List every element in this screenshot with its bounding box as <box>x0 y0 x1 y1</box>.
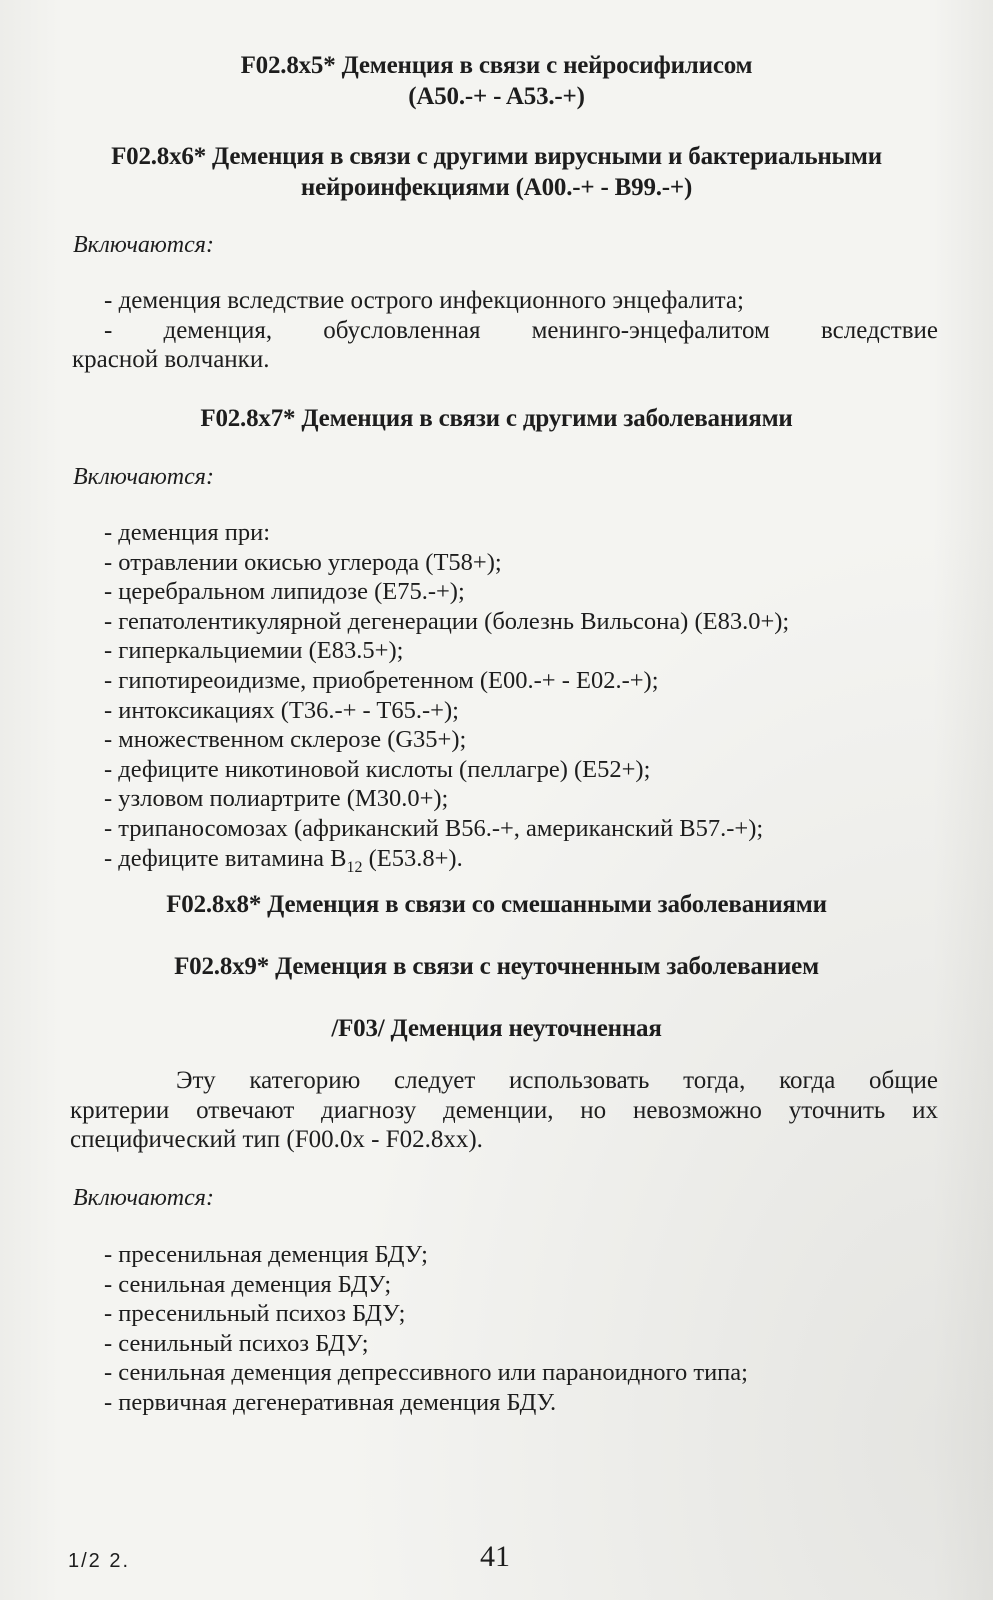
vitamin-prefix: - дефиците витамина B <box>104 844 347 872</box>
list-item: - гиперкальциемии (E83.5+); <box>104 637 404 665</box>
list-item: - множественном склерозе (G35+); <box>104 726 467 754</box>
heading-f02-8x5-line2: (A50.-+ - A53.-+) <box>408 83 585 110</box>
f02-8x6-item-2-line2: красной волчанки. <box>72 346 270 373</box>
heading-f02-8x6 <box>0 141 993 203</box>
list-item: - деменция при: <box>104 519 271 546</box>
heading-f02-8x8: F02.8x8* Деменция в связи со смешанными заболеваниями <box>166 891 827 918</box>
list-item: - первичная дегенеративная деменция БДУ. <box>104 1388 557 1416</box>
list-item: - сенильная деменция депрессивного или параноидного типа; <box>104 1359 748 1387</box>
heading-f02-8x6-line1: F02.8x6* Деменция в связи с другими вирусными и бактериальными <box>111 143 882 170</box>
f02-8x6-item-2-line1: - деменция, обусловленная менинго-энцефалитом вследствие <box>104 317 938 344</box>
f03-paragraph <box>70 1066 938 1155</box>
list-item: - пресенильный психоз БДУ; <box>104 1300 406 1328</box>
f03-paragraph-line2: критерии отвечают диагнозу деменции, но невозможно уточнить их <box>70 1096 938 1124</box>
includes-label-f03: Включаются: <box>73 1185 214 1211</box>
list-item: - гепатолентикулярной дегенерации (болезнь Вильсона) (E83.0+); <box>104 607 790 635</box>
list-item-vitamin-b12 <box>104 844 789 882</box>
f03-list <box>104 1240 748 1418</box>
list-item: - дефиците никотиновой кислоты (пеллагре) (E52+); <box>104 755 651 783</box>
includes-label-f02-8x6: Включаются: <box>73 232 214 258</box>
vitamin-suffix: (E53.8+). <box>362 844 463 872</box>
list-item: - церебральном липидозе (E75.-+); <box>104 578 465 606</box>
list-item: - трипаносомозах (африканский B56.-+, американский B57.-+); <box>104 814 764 842</box>
list-item: - пресенильная деменция БДУ; <box>104 1241 428 1268</box>
vitamin-subscript: 12 <box>346 858 363 876</box>
includes-label-f02-8x7: Включаются: <box>73 464 214 490</box>
heading-f02-8x7: F02.8x7* Деменция в связи с другими заболеваниями <box>200 405 793 432</box>
list-item: - отравлении окисью углерода (T58+); <box>104 548 502 576</box>
list-item: - узловом полиартрите (M30.0+); <box>104 785 449 813</box>
f02-8x7-list <box>104 518 789 882</box>
heading-f02-8x5-line1: F02.8x5* Деменция в связи с нейросифилисом <box>240 52 753 79</box>
list-item: - сенильный психоз БДУ; <box>104 1329 369 1357</box>
list-item: - сенильная деменция БДУ; <box>104 1270 392 1298</box>
heading-f03: /F03/ Деменция неуточненная <box>331 1015 662 1042</box>
f03-paragraph-line1: Эту категорию следует использовать тогда, когда общие <box>176 1067 938 1094</box>
heading-f02-8x9: F02.8x9* Деменция в связи с неуточненным заболеванием <box>174 953 819 980</box>
footer-signature: 1/2 2. <box>68 1550 131 1572</box>
heading-f02-8x5 <box>0 50 993 112</box>
f02-8x6-item-1: - деменция вследствие острого инфекционного энцефалита; <box>104 287 744 314</box>
f03-paragraph-line3: специфический тип (F00.0x - F02.8xx). <box>70 1126 483 1153</box>
page-number: 41 <box>480 1540 510 1573</box>
list-item: - гипотиреоидизме, приобретенном (E00.-+ - E02.-+); <box>104 666 659 694</box>
heading-f02-8x6-line2: нейроинфекциями (A00.-+ - B99.-+) <box>300 174 693 201</box>
list-item: - интоксикациях (T36.-+ - T65.-+); <box>104 696 459 724</box>
